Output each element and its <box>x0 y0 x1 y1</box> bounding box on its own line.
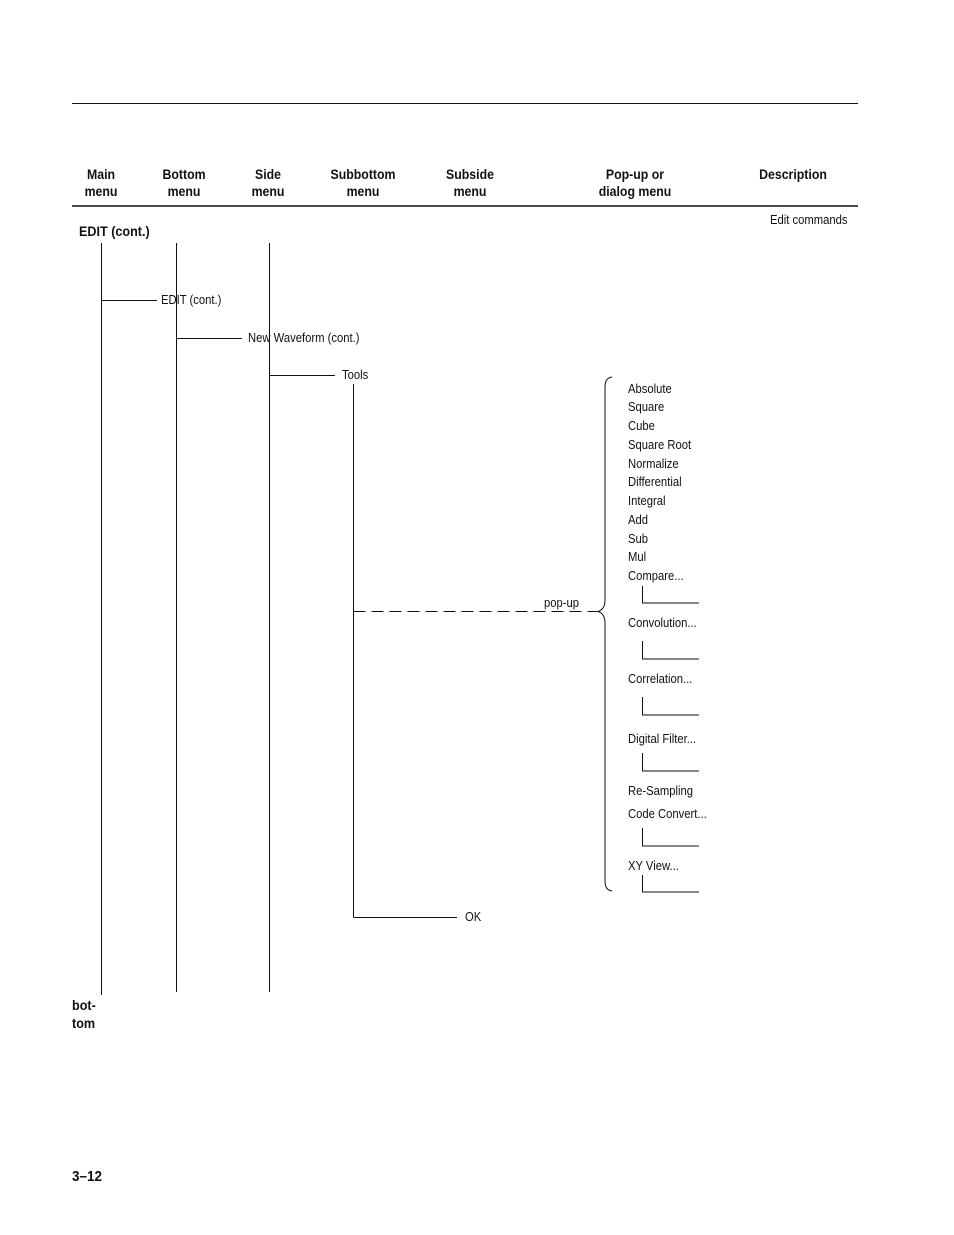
description-text: Edit commands <box>770 213 848 227</box>
popup-item: Compare... <box>628 569 684 583</box>
popup-item: Correlation... <box>628 672 693 686</box>
main-menu-edit: EDIT (cont.) <box>79 223 150 239</box>
popup-item: Differential <box>628 475 682 489</box>
popup-item: Square <box>628 400 665 414</box>
header-subbottom-menu: Subbottom menu <box>330 166 396 199</box>
popup-item: Mul <box>628 550 647 564</box>
bottom-marker: bot- tom <box>72 997 96 1031</box>
compare-dialog-bracket <box>643 586 700 603</box>
header-bottom-menu: Bottom menu <box>162 166 206 199</box>
bottom-menu-edit: EDIT (cont.) <box>161 293 222 307</box>
header-subside-menu: Subside menu <box>446 166 494 199</box>
popup-item: Normalize <box>628 457 679 471</box>
header-side-menu: Side menu <box>251 166 285 199</box>
correlation-dialog-bracket <box>643 697 700 715</box>
popup-item: Convolution... <box>628 616 697 630</box>
popup-item: Sub <box>628 532 649 546</box>
side-menu-new-waveform: New Waveform (cont.) <box>248 331 360 345</box>
subbottom-menu-tools: Tools <box>342 368 369 382</box>
popup-item: Cube <box>628 419 655 433</box>
header-main-menu: Main menu <box>84 166 118 199</box>
popup-brace <box>598 377 612 891</box>
page-number: 3–12 <box>72 1168 103 1185</box>
convolution-dialog-bracket <box>643 641 700 659</box>
popup-item: Square Root <box>628 438 692 452</box>
popup-item: Absolute <box>628 382 672 396</box>
code-convert-dialog-bracket <box>643 828 700 846</box>
popup-item: Add <box>628 513 649 527</box>
popup-item: Re-Sampling <box>628 784 694 798</box>
popup-item: Digital Filter... <box>628 732 697 746</box>
popup-item: XY View... <box>628 859 679 873</box>
digital-filter-dialog-bracket <box>643 753 700 771</box>
header-popup-menu: Pop-up or dialog menu <box>598 166 672 199</box>
ok-button-label: OK <box>465 910 482 924</box>
header-description: Description <box>759 166 827 182</box>
popup-label: pop-up <box>544 596 580 610</box>
popup-item: Code Convert... <box>628 807 707 821</box>
xy-view-dialog-bracket <box>643 875 700 892</box>
popup-item: Integral <box>628 494 666 508</box>
